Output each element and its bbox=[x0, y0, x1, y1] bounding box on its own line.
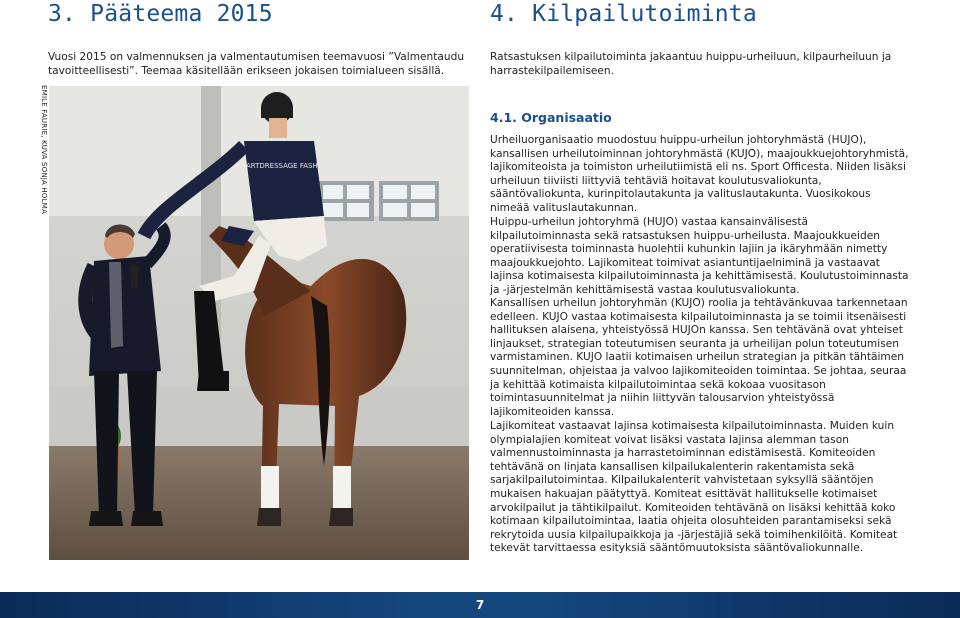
body-paragraph: Kansallisen urheilun johtoryhmän (KUJO) roolia ja tehtävänkuvaa tarkennetaan edelleen. KUJO vastaa kotimaisesta kilpailutoiminnasta ja se toimii itsenäisesti hallituksen alaisena, yhteistyössä HUJOn kanssa. Sen tehtävänä ovat yhteiset linjaukset, strategian toteutumisen seuranta ja urheilijan polun toteutumisen varmistaminen. KUJO laatii kotimaisen urheilun strategian ja pitkän tähtäimen suunnitelman, ohjeistaa ja valvoo lajikomiteoiden toimintaa. Se johtaa, seuraa ja kehittää kotimaista kilpailutoimintaa sekä kokoaa vuositason toimintasuunnitelmat ja niihin liittyvän talousarvion yhteistyössä lajikomiteoiden kanssa. bbox=[490, 297, 908, 418]
organisation-subheading: 4.1. Organisaatio bbox=[490, 110, 612, 125]
page-footer-bar bbox=[0, 592, 960, 618]
body-paragraph: Urheiluorganisaatio muodostuu huippu-urheilun johtoryhmästä (HUJO), kansallisen urheilutoiminnan johtoryhmästä (KUJO), maajoukkuejohtoryhmistä, lajikomiteoista ja toimiston urheilutiimistä eli ns. Sport Officesta. Niiden lisäksi urheiluun tiiviisti liittyviä tehtäviä hoitavat koulutusvaliokunta, sääntövaliokunta, kurinpitolautakunta ja valituslautakunta. Vuosikokous nimeää valituslautakunnan. bbox=[490, 134, 909, 214]
photo-credit bbox=[38, 85, 48, 225]
shirt-print-top: SMARTDRESSAGE FASHION bbox=[235, 162, 331, 170]
section-heading-competition: 4. Kilpailutoiminta bbox=[490, 1, 757, 27]
section-heading-main-theme: 3. Pääteema 2015 bbox=[48, 1, 273, 27]
main-theme-intro: Vuosi 2015 on valmennuksen ja valmentautumisen teemavuosi ”Valmentaudu tavoitteellisesti”. Teemaa käsitellään erikseen jokaisen toimialueen sisällä. bbox=[48, 51, 465, 77]
body-paragraph: Lajikomiteat vastaavat lajinsa kotimaisesta kilpailutoiminnasta. Muiden kuin olympialajien komiteat voivat lisäksi vastata lajinsa alemman tason valmennustoiminnasta ja harrastetoiminnan edistämisestä. Komiteoiden tehtävänä on linjata kansallisen kilpailukalenterin rakentamista sekä sarjakilpailutoimintaa. Kilpailukalenterit vahvistetaan syksyllä sääntöjen mukaisen hakuajan päätyttyä. Komiteat esittävät hallitukselle kotimaiset arvokilpailut ja tähtikilpailut. Komiteoiden tehtävänä on lisäksi kehittää koko kotimaan kilpailutoimintaa, laatia ohjeita olosuhteiden parantamiseksi sekä rekrytoida uusia kilpailupaikkoja ja -järjestäjiä sekä toimihenkilöitä. Komiteat tekevät tarvittaessa esityksiä sääntömuutoksista sääntövaliokunnalle. bbox=[490, 420, 898, 555]
page-number: 7 bbox=[475, 598, 485, 612]
dressage-photo bbox=[49, 86, 469, 560]
body-paragraph: Huippu-urheilun johtoryhmä (HUJO) vastaa kansainvälisestä kilpailutoiminnasta sekä ratsastuksen huippu-urheilusta. Maajoukkueiden operatiivisesta toiminnasta huolehtii kuhunkin lajiin ja ikäryhmään nimetty maajoukkuejohto. Lajikomiteat toimivat asiantuntijaelniminä ja vastaavat lajinsa kotimaisesta kilpailutoiminnasta ja kehittämisestä. Koulutustoiminnasta ja -järjestelmän kehittämisestä vastaa koulutusvaliokunta. bbox=[490, 216, 909, 296]
photo-credit-text: EMILE FAURIE, KUVA SONJA HOLMA bbox=[40, 85, 49, 214]
competition-intro: Ratsastuksen kilpailutoiminta jakaantuu huippu-urheiluun, kilpaurheiluun ja harrastekilpailemiseen. bbox=[490, 51, 892, 77]
